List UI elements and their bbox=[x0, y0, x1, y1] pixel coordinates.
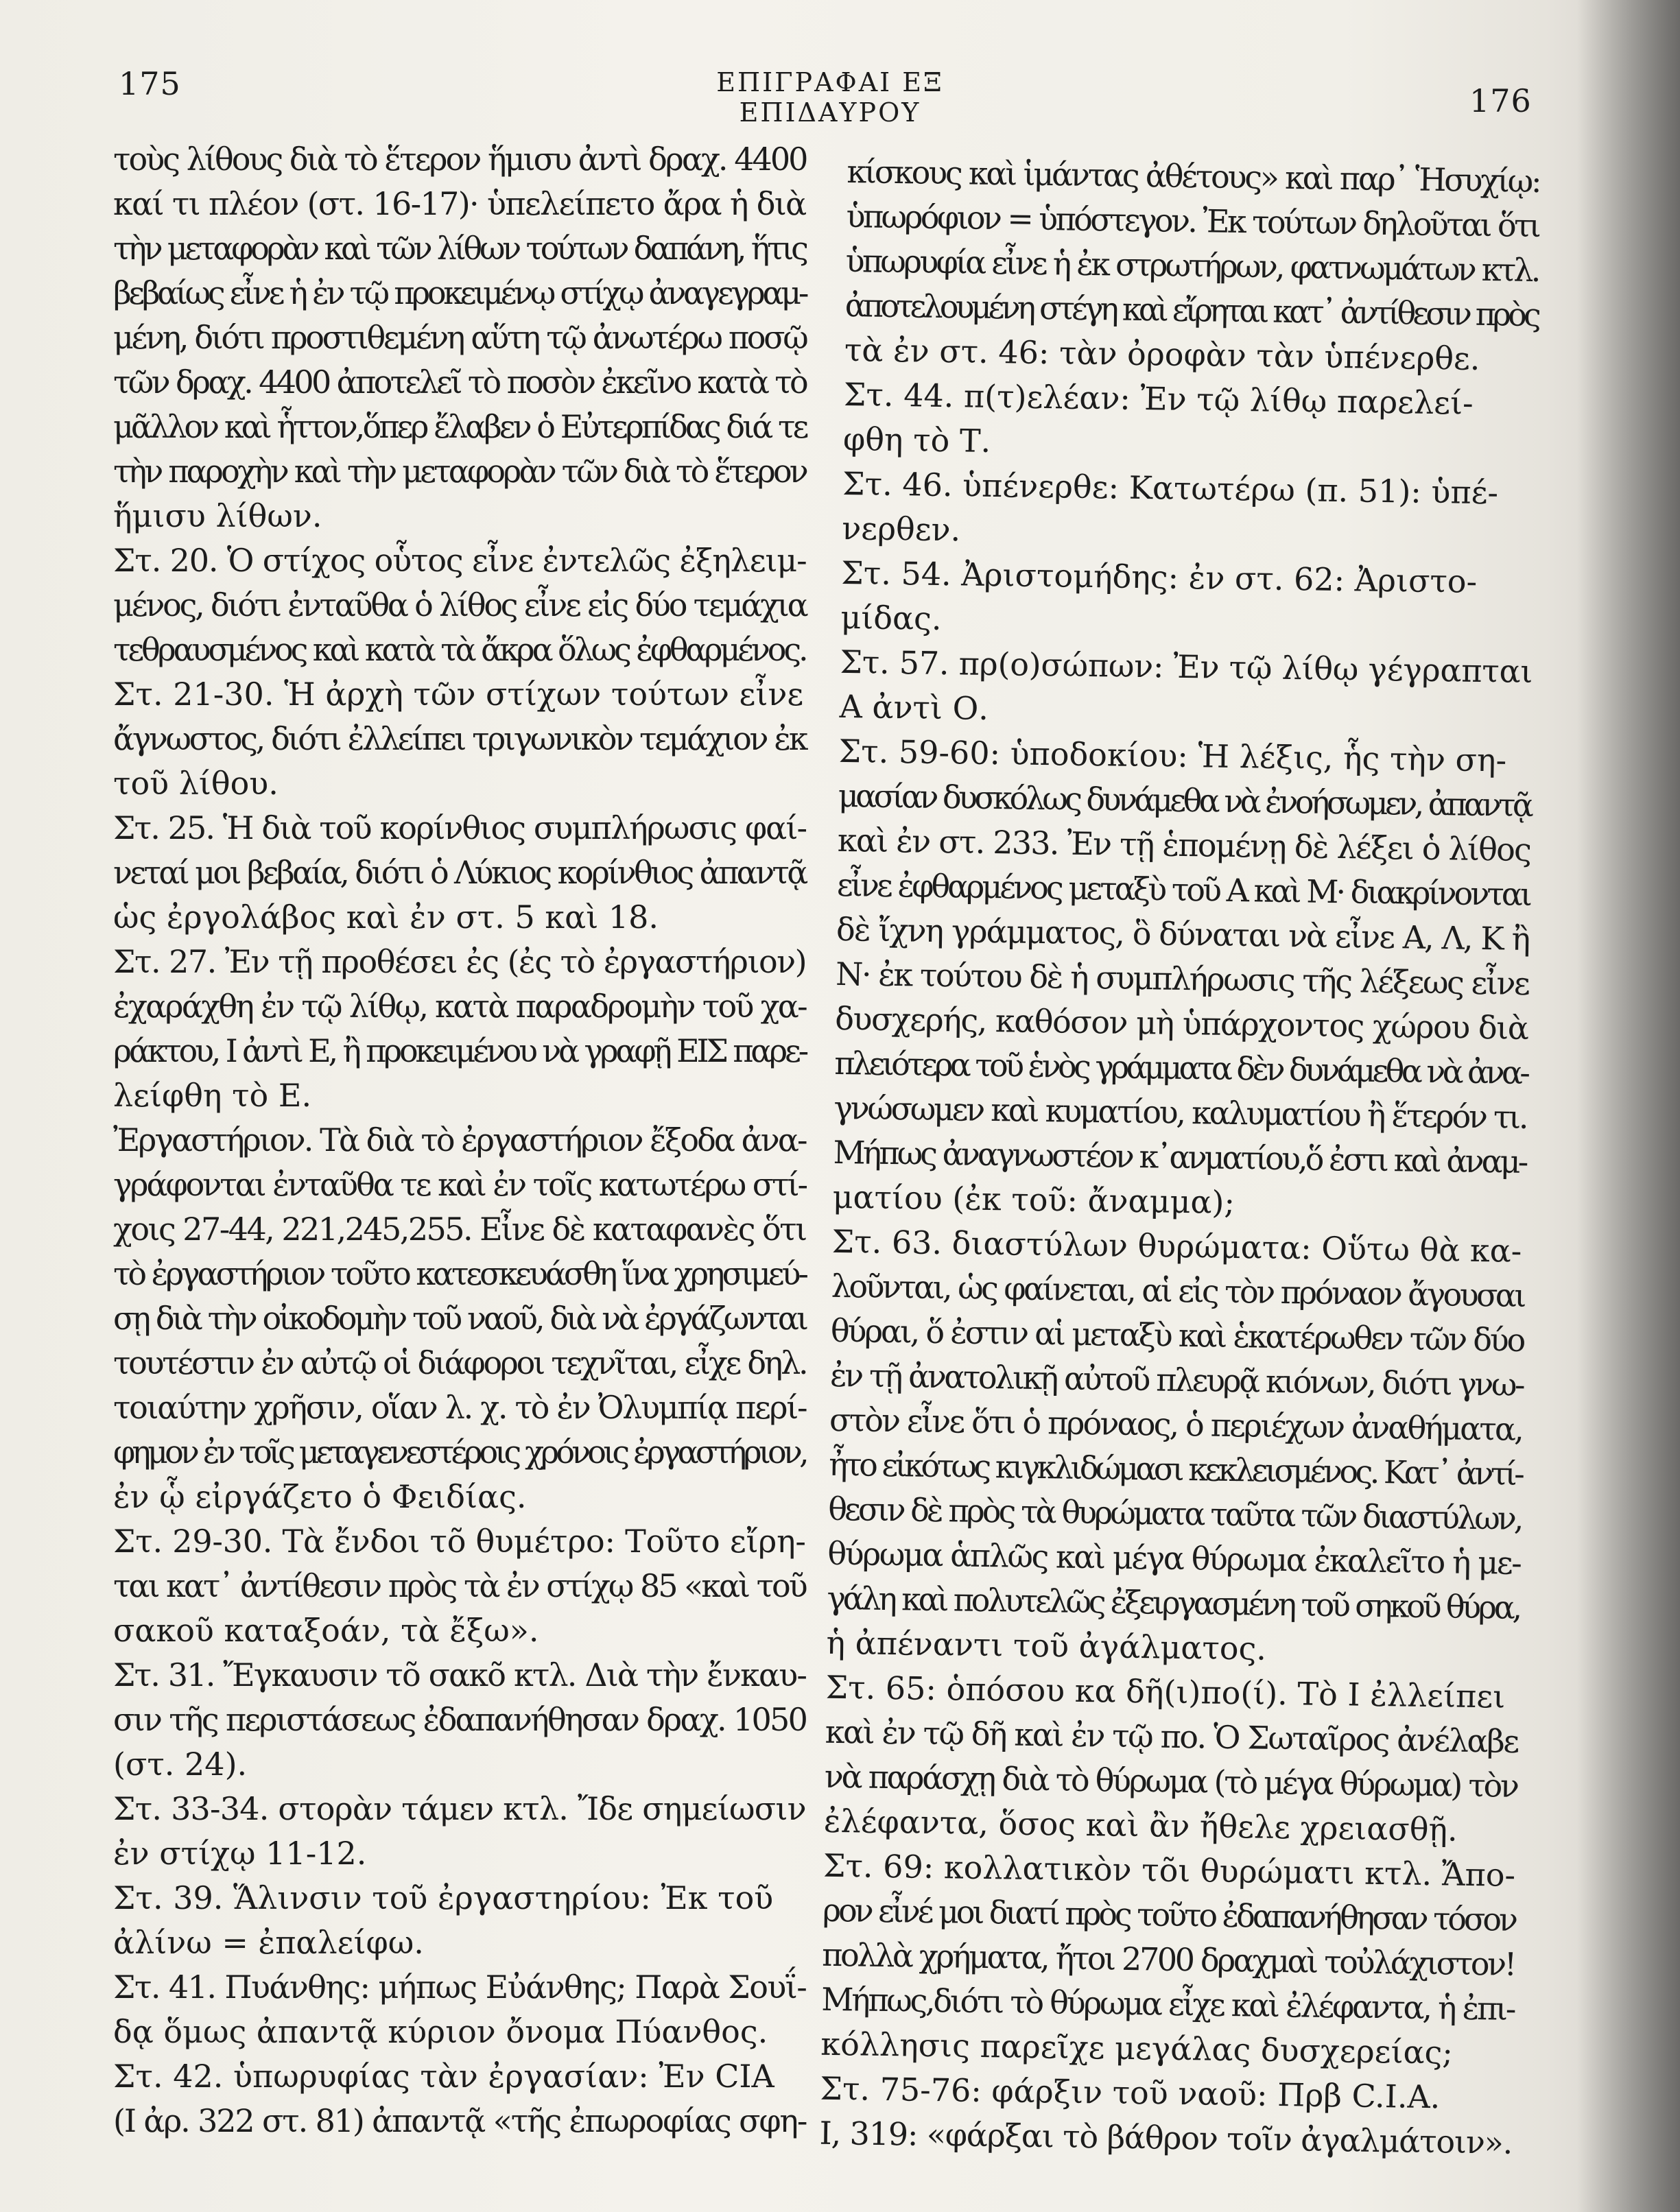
text-line: Στ. 21-30. Ἡ ἀρχὴ τῶν στίχων τούτων εἶνε bbox=[113, 676, 804, 713]
text-line: Ἐργαστήριον. Τὰ διὰ τὸ ἐργαστήριον ἔξοδα ἀνα- bbox=[113, 1121, 806, 1158]
text-line: Στ. 59-60: ὑποδοκίου: Ἡ λέξις, ἧς τὴν ση- bbox=[838, 732, 1507, 779]
running-head: ΕΠΙΓΡΑΦΑΙ ΕΞ ΕΠΙΔΑΥΡΟΥ bbox=[716, 67, 944, 128]
text-line: γράφονται ἐνταῦθα τε καὶ ἐν τοῖς κατωτέρω στί- bbox=[113, 1166, 807, 1203]
text-line: ὡς ἐργολάβος καὶ ἐν στ. 5 καὶ 18. bbox=[113, 899, 659, 936]
text-line: μᾶλλον καὶ ἧττον,ὅπερ ἔλαβεν ὁ Εὐτερπίδας διά τε bbox=[113, 408, 807, 445]
text-line: τὸ ἐργαστήριον τοῦτο κατεσκευάσθη ἵνα χρησιμεύ- bbox=[113, 1255, 806, 1292]
text-line: λοῦνται, ὡς φαίνεται, αἱ εἰς τὸν πρόναον ἄγουσαι bbox=[831, 1267, 1525, 1314]
text-line: θύρωμα ἁπλῶς καὶ μέγα θύρωμα ἐκαλεῖτο ἡ με- bbox=[827, 1534, 1521, 1582]
text-line: ρον εἶνέ μοι διατί πρὸς τοῦτο ἐδαπανήθησαν τόσον bbox=[822, 1891, 1516, 1938]
text-line: θύραι, ὅ ἐστιν αἱ μεταξὺ καὶ ἑκατέρωθεν τῶν δύο bbox=[830, 1311, 1524, 1359]
text-line: λείφθη τὸ Ε. bbox=[113, 1077, 312, 1114]
text-line: ἐν ᾧ εἰργάζετο ὁ Φειδίας. bbox=[113, 1478, 527, 1515]
text-line: γάλη καὶ πολυτελῶς ἐξειργασμένη τοῦ σηκοῦ θύρα, bbox=[827, 1579, 1520, 1626]
text-line: σακοῦ καταξοάν, τὰ ἔξω». bbox=[113, 1612, 539, 1649]
text-line: Στ. 54. Ἀριστομήδης: ἐν στ. 62: Ἀριστο- bbox=[841, 554, 1478, 600]
text-line: Στ. 29-30. Τὰ ἔνδοι τõ θυμέτρο: Τοῦτο εἴρη- bbox=[113, 1523, 806, 1560]
text-line: βεβαίως εἶνε ἡ ἐν τῷ προκειμένῳ στίχῳ ἀναγεγραμ- bbox=[113, 274, 807, 311]
text-line: τὰ ἐν στ. 46: τὰν ὀροφὰν τὰν ὑπένερθε. bbox=[844, 331, 1480, 377]
text-line: Στ. 20. Ὁ στίχος οὗτος εἶνε ἐντελῶς ἐξηλειμ- bbox=[113, 542, 807, 579]
text-line: τὴν παροχὴν καὶ τὴν μεταφορὰν τῶν διὰ τὸ ἕτερον bbox=[113, 453, 806, 490]
text-line: σῃ διὰ τὴν οἰκοδομὴν τοῦ ναοῦ, διὰ νὰ ἐργάζωνται bbox=[113, 1300, 807, 1337]
page-number-right: 176 bbox=[1469, 82, 1532, 119]
text-line: πλειότερα τοῦ ἑνὸς γράμματα δὲν δυνάμεθα νὰ ἀνα- bbox=[834, 1044, 1528, 1091]
text-line: σιν τῆς περιστάσεως ἐδαπανήθησαν δραχ. 1050 bbox=[113, 1701, 807, 1738]
text-line: πολλὰ χρήματα, ἤτοι 2700 δραχμαὶ τοὐλάχιστον! bbox=[821, 1936, 1515, 1983]
text-line: ράκτου, Ι ἀντὶ Ε, ἢ προκειμένου νὰ γραφῇ ΕΙΣ παρε- bbox=[113, 1032, 806, 1069]
text-line: Στ. 57. πρ(ο)σώπων: Ἐν τῷ λίθῳ γέγραπται bbox=[840, 643, 1533, 691]
right-column bbox=[819, 150, 1540, 2165]
text-line: Στ. 75-76: φάρξιν τοῦ ναοῦ: Πρβ C.I.A. bbox=[820, 2069, 1441, 2116]
text-line: (I ἀρ. 322 στ. 81) ἀπαντᾷ «τῆς ἐπωροφίας σφη- bbox=[113, 2102, 807, 2139]
text-line: φθη τὸ Τ. bbox=[842, 420, 991, 460]
text-line: ἐλέφαντα, ὅσος καὶ ἂν ἤθελε χρειασθῇ. bbox=[823, 1802, 1458, 1848]
text-line: τοῦ λίθου. bbox=[113, 765, 279, 802]
text-line: ἄγνωστος, διότι ἐλλείπει τριγωνικὸν τεμάχιον ἐκ bbox=[113, 720, 807, 757]
text-line: ἐχαράχθη ἐν τῷ λίθῳ, κατὰ παραδρομὴν τοῦ χα- bbox=[113, 988, 806, 1025]
text-line: τοιαύτην χρῆσιν, οἵαν λ. χ. τὸ ἐν Ὀλυμπίᾳ περί- bbox=[113, 1389, 807, 1426]
text-line: μασίαν δυσκόλως δυνάμεθα νὰ ἐνοήσωμεν, ἀπαντᾷ bbox=[838, 776, 1531, 824]
text-line: ται κατ᾽ ἀντίθεσιν πρὸς τὰ ἐν στίχῳ 85 «καὶ τοῦ bbox=[113, 1567, 806, 1604]
text-line: χοις 27-44, 221,245,255. Εἶνε δὲ καταφανὲς ὅτι bbox=[113, 1211, 806, 1248]
text-line: τοὺς λίθους διὰ τὸ ἕτερον ἥμισυ ἀντὶ δραχ. 4400 bbox=[113, 141, 807, 178]
text-line: καὶ ἐν τῷ δῆ καὶ ἐν τῷ πο. Ὁ Σωταῖρος ἀνέλαβε bbox=[825, 1713, 1519, 1760]
text-line: τὴν μεταφορὰν καὶ τῶν λίθων τούτων δαπάνη, ἥτις bbox=[113, 230, 806, 267]
text-line: ἀποτελουμένη στέγη καὶ εἴρηται κατ᾽ ἀντίθεσιν πρὸς bbox=[844, 286, 1539, 334]
text-line: Στ. 25. Ἡ διὰ τοῦ κορίνθιος συμπλήρωσις φαί- bbox=[113, 809, 807, 846]
text-line: δὲ ἴχνη γράμματος, ὃ δύναται νὰ εἶνε Α, Λ, Κ ἢ bbox=[836, 910, 1530, 958]
text-line: ἡ ἀπέναντι τοῦ ἀγάλματος. bbox=[826, 1624, 1267, 1667]
text-line: Στ. 44. π(τ)ελέαν: Ἐν τῷ λίθῳ παρελεί- bbox=[843, 375, 1474, 422]
text-line: ἥμισυ λίθων. bbox=[113, 497, 322, 534]
text-line: Στ. 33-34. στορὰν τάμεν κτλ. Ἴδε σημείωσιν bbox=[113, 1790, 806, 1827]
text-line: Α ἀντὶ Ο. bbox=[839, 687, 989, 727]
text-line: ἦτο εἰκότως κιγκλιδώμασι κεκλεισμένος. Κατ᾽ ἀντί- bbox=[828, 1445, 1522, 1492]
text-line: κίσκους καὶ ἱμάντας ἀθέτους» καὶ παρ᾽ Ἡσυχίῳ: bbox=[847, 152, 1540, 200]
text-line: δυσχερής, καθόσον μὴ ὑπάρχοντος χώρου διὰ bbox=[834, 999, 1528, 1047]
text-line: Μήπως ἀναγνωστέον κ᾽ανματίου,ὅ ἐστι καὶ ἀναμ- bbox=[833, 1133, 1526, 1180]
text-line: μίδας. bbox=[840, 598, 942, 637]
text-line: καὶ ἐν στ. 233. Ἐν τῇ ἑπομένῃ δὲ λέξει ὁ λίθος bbox=[837, 821, 1531, 869]
text-line: ὑπωρόφιον = ὑπόστεγον. Ἐκ τούτων δηλοῦται ὅτι bbox=[846, 197, 1539, 245]
text-line: μένη, διότι προστιθεμένη αὕτη τῷ ἀνωτέρω ποσῷ bbox=[113, 319, 807, 356]
binding-shadow bbox=[1577, 0, 1680, 2212]
text-line: ὑπωρυφία εἶνε ἡ ἐκ στρωτήρων, φατνωμάτων κτλ. bbox=[845, 241, 1539, 289]
text-line: Στ. 65: ὁπόσου κα δῆ(ι)πο(ί). Τὸ Ι ἐλλείπει bbox=[825, 1668, 1506, 1715]
text-line: τουτέστιν ἐν αὐτῷ οἱ διάφοροι τεχνῖται, εἶχε δηλ. bbox=[113, 1344, 807, 1381]
text-line: τεθραυσμένος καὶ κατὰ τὰ ἄκρα ὅλως ἐφθαρμένος. bbox=[113, 631, 806, 668]
text-line: ἐν στίχῳ 11-12. bbox=[113, 1835, 367, 1872]
text-line: Μήπως,διότι τὸ θύρωμα εἶχε καὶ ἐλέφαντα, ἡ ἐπι- bbox=[820, 1980, 1515, 2027]
text-line: Στ. 69: κολλατικὸν τõι θυρώματι κτλ. Ἄπο- bbox=[823, 1846, 1516, 1894]
text-line: νεταί μοι βεβαία, διότι ὁ Λύκιος κορίνθιος ἀπαντᾷ bbox=[113, 854, 806, 891]
text-line: φημον ἐν τοῖς μεταγενεστέροις χρόνοις ἐργαστήριον, bbox=[113, 1434, 806, 1471]
text-line: ματίου (ἐκ τοῦ: ἄναμμα); bbox=[832, 1178, 1235, 1222]
text-line: Ν· ἐκ τούτου δὲ ἡ συμπλήρωσις τῆς λέξεως εἶνε bbox=[835, 955, 1529, 1002]
text-line: εἶνε ἐφθαρμένος μεταξὺ τοῦ Α καὶ Μ· διακρίνονται bbox=[836, 866, 1530, 913]
text-line: Στ. 39. Ἅλινσιν τοῦ ἐργαστηρίου: Ἐκ τοῦ bbox=[113, 1879, 774, 1916]
text-line: μένος, διότι ἐνταῦθα ὁ λίθος εἶνε εἰς δύο τεμάχια bbox=[113, 586, 807, 623]
text-line: νερθεν. bbox=[841, 509, 961, 549]
text-line: Στ. 42. ὑπωρυφίας τὰν ἐργασίαν: Ἐν CIA bbox=[113, 2058, 774, 2095]
text-line: κόλλησις παρεῖχε μεγάλας δυσχερείας; bbox=[820, 2025, 1454, 2071]
text-line: ἐν τῇ ἀνατολικῇ αὐτοῦ πλευρᾷ κιόνων, διότι γνω- bbox=[829, 1356, 1524, 1403]
text-line: Στ. 46. ὑπένερθε: Κατωτέρω (π. 51): ὑπέ- bbox=[842, 464, 1499, 512]
text-line: I, 319: «φάρξαι τὸ βάθρον τοῖν ἀγαλμάτοιν». bbox=[819, 2114, 1513, 2161]
left-column bbox=[113, 137, 806, 2143]
text-line: ἀλίνω = ἐπαλείφω. bbox=[113, 1924, 424, 1961]
text-line: Στ. 63. διαστύλων θυρώματα: Οὕτω θὰ κα- bbox=[831, 1222, 1522, 1270]
text-line: δᾳ ὅμως ἀπαντᾷ κύριον ὄνομα Πύανθος. bbox=[113, 2013, 768, 2050]
text-line: Στ. 31. Ἔγκαυσιν τõ σακõ κτλ. Διὰ τὴν ἔνκαυ- bbox=[113, 1656, 807, 1693]
text-line: στὸν εἶνε ὅτι ὁ πρόναος, ὁ περιέχων ἀναθήματα, bbox=[829, 1401, 1523, 1448]
text-line: νὰ παράσχῃ διὰ τὸ θύρωμα (τὸ μέγα θύρωμα) τὸν bbox=[824, 1757, 1518, 1805]
text-line: Στ. 41. Πυάνθης: μήπως Εὐάνθης; Παρὰ Σουΐ- bbox=[113, 1969, 807, 2006]
text-line: τῶν δραχ. 4400 ἀποτελεῖ τὸ ποσὸν ἐκεῖνο κατὰ τὸ bbox=[113, 364, 807, 401]
text-line: καί τι πλέον (στ. 16-17)· ὑπελείπετο ἄρα ἡ διὰ bbox=[113, 185, 806, 222]
page-number-left: 175 bbox=[119, 65, 181, 102]
text-line: Στ. 27. Ἐν τῇ προθέσει ἐς (ἐς τὸ ἐργαστήριον) bbox=[113, 943, 807, 980]
text-line: θεσιν δὲ πρὸς τὰ θυρώματα ταῦτα τῶν διαστύλων, bbox=[827, 1490, 1522, 1537]
text-line: (στ. 24). bbox=[113, 1746, 248, 1783]
text-line: γνώσωμεν καὶ κυματίου, καλυματίου ἢ ἕτερόν τι. bbox=[833, 1089, 1527, 1136]
